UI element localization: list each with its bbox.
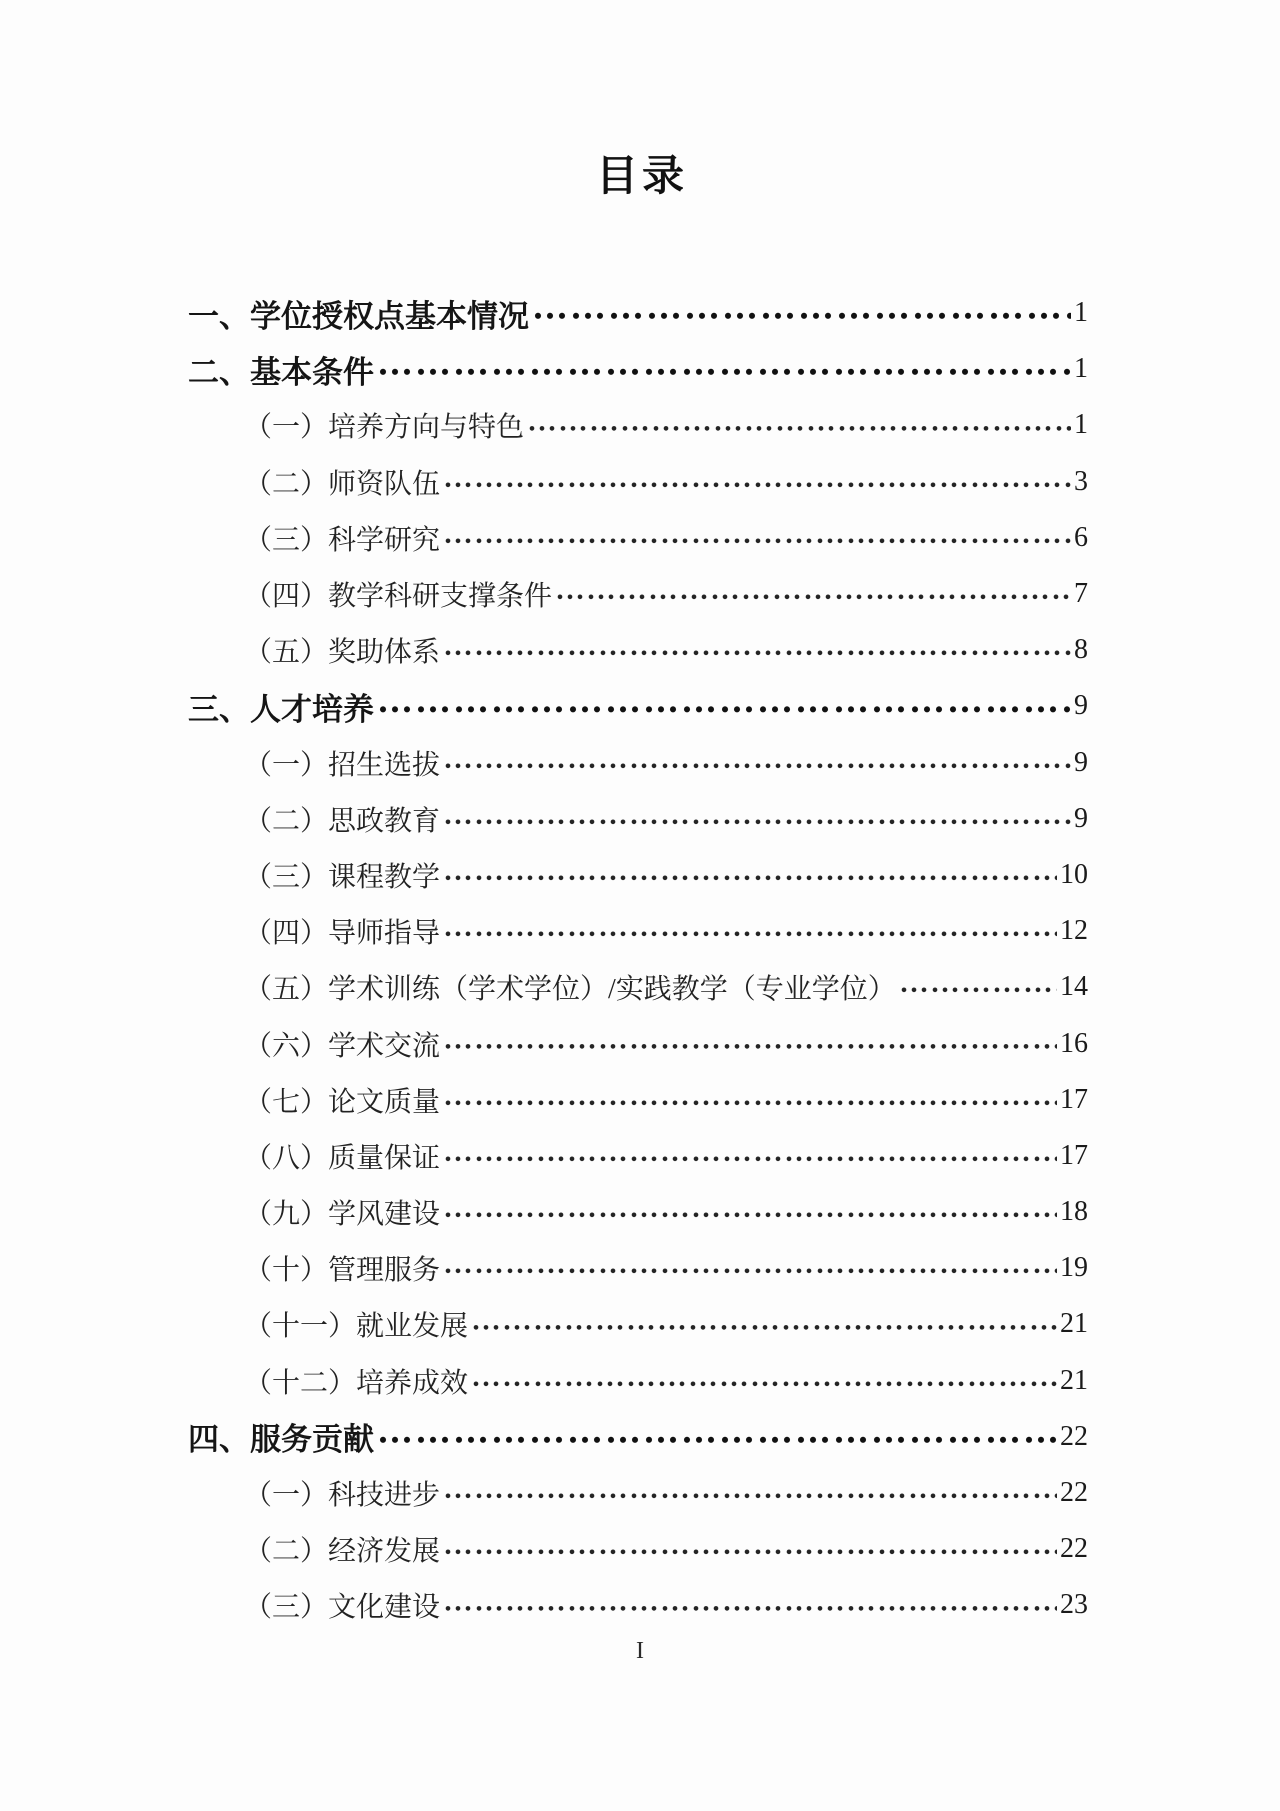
toc-entry-page: 1: [1074, 409, 1088, 441]
toc-entry[interactable]: [188, 1353, 1088, 1409]
toc-entry[interactable]: [188, 341, 1088, 397]
toc-entry[interactable]: [188, 1296, 1088, 1352]
toc-entry[interactable]: [188, 678, 1088, 734]
toc-entry-page: 12: [1060, 915, 1088, 947]
toc-entry[interactable]: [188, 735, 1088, 791]
toc-entry-page: 21: [1060, 1364, 1088, 1396]
toc-entry-page: 17: [1060, 1139, 1088, 1171]
toc-entry-page: 7: [1074, 578, 1088, 610]
toc-dot-leader: [378, 341, 1071, 397]
toc-entry[interactable]: [188, 1521, 1088, 1577]
toc-entry-label: （四）教学科研支撑条件: [244, 581, 553, 613]
toc-entry[interactable]: [188, 1577, 1088, 1633]
toc-entry-label: （九）学风建设: [244, 1199, 441, 1231]
toc-dot-leader: [472, 1296, 1057, 1352]
page-title: 目录: [595, 151, 688, 200]
toc-dot-leader: [444, 903, 1057, 959]
toc-entry-page: 6: [1074, 521, 1088, 553]
toc-entry[interactable]: [188, 1465, 1088, 1521]
toc-dot-leader: [378, 678, 1071, 734]
toc-entry-page: 1: [1074, 353, 1088, 385]
toc-dot-leader: [378, 1409, 1057, 1465]
toc-entry-label: （十）管理服务: [244, 1255, 441, 1287]
toc-entry-label: 四、服务贡献: [188, 1422, 374, 1459]
toc-entry-label: （五）学术训练（学术学位）/实践教学（专业学位）: [244, 974, 896, 1006]
toc-dot-leader: [444, 1184, 1057, 1240]
toc-entry-label: （八）质量保证: [244, 1142, 441, 1174]
toc-dot-leader: [444, 735, 1071, 791]
toc-entry[interactable]: [188, 1240, 1088, 1296]
toc-dot-leader: [444, 454, 1071, 510]
table-of-contents: [188, 285, 1088, 1634]
toc-entry[interactable]: [188, 847, 1088, 903]
toc-entry-page: 9: [1074, 802, 1088, 834]
toc-dot-leader: [444, 1128, 1057, 1184]
toc-entry-label: （七）论文质量: [244, 1086, 441, 1118]
footer-page-number: I: [636, 1638, 644, 1664]
toc-entry[interactable]: [188, 510, 1088, 566]
toc-entry[interactable]: [188, 1072, 1088, 1128]
toc-entry[interactable]: [188, 285, 1088, 341]
toc-entry-page: 9: [1074, 746, 1088, 778]
toc-entry-page: 22: [1060, 1533, 1088, 1565]
toc-entry-page: 9: [1074, 690, 1088, 722]
toc-entry[interactable]: [188, 454, 1088, 510]
toc-entry-page: 19: [1060, 1252, 1088, 1284]
toc-dot-leader: [900, 959, 1057, 1015]
toc-entry-label: （十一）就业发展: [244, 1311, 469, 1343]
toc-entry-label: （三）文化建设: [244, 1592, 441, 1624]
toc-dot-leader: [556, 566, 1071, 622]
toc-dot-leader: [444, 1577, 1057, 1633]
toc-entry-page: 21: [1060, 1308, 1088, 1340]
toc-entry-page: 22: [1060, 1420, 1088, 1452]
toc-entry[interactable]: [188, 622, 1088, 678]
toc-entry-page: 16: [1060, 1027, 1088, 1059]
toc-entry-page: 8: [1074, 634, 1088, 666]
toc-entry[interactable]: [188, 1015, 1088, 1071]
toc-entry[interactable]: [188, 1184, 1088, 1240]
toc-entry-label: （一）培养方向与特色: [244, 412, 525, 444]
toc-dot-leader: [444, 1240, 1057, 1296]
toc-entry-label: （二）师资队伍: [244, 468, 441, 500]
toc-dot-leader: [444, 1465, 1057, 1521]
toc-dot-leader: [533, 285, 1071, 341]
toc-entry-page: 14: [1060, 971, 1088, 1003]
toc-entry-label: 三、人才培养: [188, 691, 374, 728]
toc-entry-label: （一）科技进步: [244, 1480, 441, 1512]
toc-entry[interactable]: [188, 566, 1088, 622]
toc-entry-label: （六）学术交流: [244, 1030, 441, 1062]
toc-entry-label: （十二）培养成效: [244, 1367, 469, 1399]
toc-entry[interactable]: [188, 1409, 1088, 1465]
toc-dot-leader: [444, 510, 1071, 566]
toc-entry-label: （五）奖助体系: [244, 637, 441, 669]
toc-entry-page: 10: [1060, 858, 1088, 890]
toc-entry-page: 18: [1060, 1196, 1088, 1228]
toc-entry[interactable]: [188, 397, 1088, 453]
toc-entry-label: 一、学位授权点基本情况: [188, 298, 529, 335]
toc-dot-leader: [472, 1353, 1057, 1409]
toc-entry-page: 17: [1060, 1083, 1088, 1115]
toc-entry-label: （三）科学研究: [244, 524, 441, 556]
toc-entry-label: （三）课程教学: [244, 861, 441, 893]
toc-entry-label: （四）导师指导: [244, 918, 441, 950]
toc-entry-page: 22: [1060, 1477, 1088, 1509]
toc-entry[interactable]: [188, 1128, 1088, 1184]
toc-dot-leader: [444, 1015, 1057, 1071]
toc-dot-leader: [444, 1521, 1057, 1577]
toc-entry[interactable]: [188, 959, 1088, 1015]
toc-entry[interactable]: [188, 791, 1088, 847]
toc-entry-page: 23: [1060, 1589, 1088, 1621]
toc-dot-leader: [528, 397, 1071, 453]
toc-entry-label: （二）经济发展: [244, 1536, 441, 1568]
toc-dot-leader: [444, 622, 1071, 678]
toc-dot-leader: [444, 791, 1071, 847]
toc-entry-page: 1: [1074, 297, 1088, 329]
toc-entry-page: 3: [1074, 465, 1088, 497]
toc-dot-leader: [444, 847, 1057, 903]
toc-entry-label: （一）招生选拔: [244, 749, 441, 781]
toc-entry-label: （二）思政教育: [244, 805, 441, 837]
toc-entry[interactable]: [188, 903, 1088, 959]
toc-entry-label: 二、基本条件: [188, 354, 374, 391]
toc-dot-leader: [444, 1072, 1057, 1128]
